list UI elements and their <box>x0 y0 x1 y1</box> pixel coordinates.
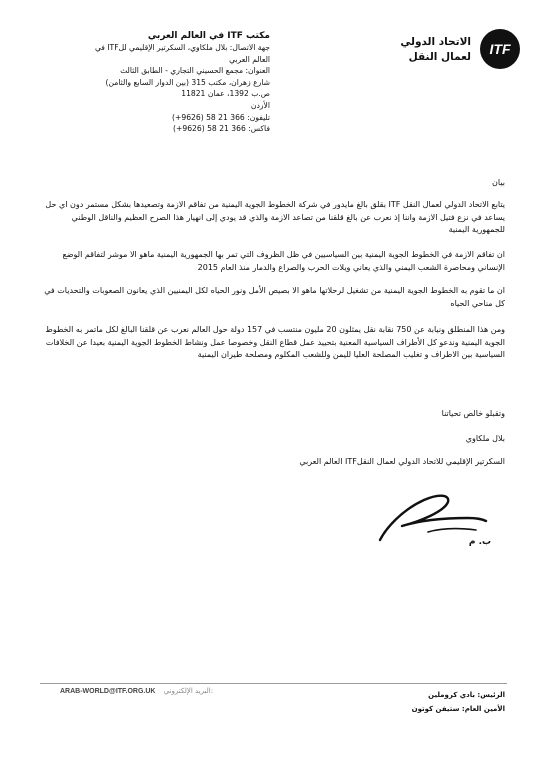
statement-heading: بيان <box>492 178 505 187</box>
contact-line: الأردن <box>250 100 270 110</box>
contact-fax: فاكس: 366 21 58 (9626+) <box>173 124 270 134</box>
signature-initials: ب. م <box>468 537 492 547</box>
footer-president: الرئيس: بادي كروملين <box>428 691 505 699</box>
handwritten-signature <box>372 488 500 548</box>
closing-line: وتقبلو خالص تحياتنا <box>441 409 505 418</box>
contact-line: العنوان: مجمع الحسيني التجاري - الطابق الثالث <box>120 66 270 76</box>
logo-mark: ITF <box>489 41 511 57</box>
itf-logo <box>371 28 521 74</box>
footer-secretary-general: الأمين العام: ستيفن كوتون <box>411 705 505 713</box>
paragraph-2: ان تفاقم الازمة في الخطوط الجوية اليمنية بين السياسيين في ظل الظروف التي تمر بها الجمهورية اليمنية ماهو الا موشر لتفاقم الوضع الإنساني ومحاصرة الشعب اليمني والذي يعاني ويلات الحرب والصراع والدمار منذ العام 2015 <box>62 250 505 272</box>
footer-email[interactable]: ARAB-WORLD@ITF.ORG.UK <box>60 688 156 695</box>
signer-name: بلال ملكاوي <box>465 434 505 443</box>
logo-text-line2: لعمال النقل <box>408 51 471 63</box>
itf-globe-icon <box>479 28 521 70</box>
contact-line: شارع زهران، مكتب 315 (بين الدوار السابع والثامن) <box>105 77 270 87</box>
contact-line: العالم العربي <box>229 54 270 64</box>
contact-block <box>60 30 270 135</box>
footer-divider <box>40 683 507 684</box>
logo-text <box>400 35 471 65</box>
contact-line: ص.ب 1392، عمان 11821 <box>181 89 270 99</box>
paragraph-1: يتابع الاتحاد الدولي لعمال النقل ITF بقلق بالغ مايدور في شركة الخطوط الجوية اليمنية من تفاقم الازمة وتصعيدها بشكل مستمر دون اي حل يساعد في نزع فتيل الازمة واننا إذ نعرب عن بالغ قلقنا من تصاعد الازمة والذي قد يودي إلى انهيار هذا الصرح العظيم والناقل الوطني للجمهورية اليمنية <box>45 200 505 234</box>
office-title: مكتب ITF في العالم العربي <box>147 31 270 41</box>
logo-text-line1: الاتحاد الدولي <box>400 36 471 48</box>
contact-phone: تليفون: 366 21 58 (9626+) <box>172 112 270 122</box>
footer-officers <box>305 688 505 716</box>
contact-line: جهة الاتصال: بلال ملكاوي، السكرتير الإقليمي للITF في <box>94 43 270 52</box>
footer-email-block <box>60 686 213 697</box>
paragraph-4: ومن هذا المنطلق ونيابة عن 750 نقابة نقل يمثلون 20 مليون منتسب في 157 دولة حول العالم نعرب عن قلقنا البالغ لكل ماتمر به الخطوط الجوية اليمنية وندعو كل الأطراف السياسية المعنية بتحييد عمل قطاع النقل وخصوصا عمل ونشاط الخطوط الجوية اليمنية بعيدا عن الخلافات السياسية بين الاطراف و تغليب المصلحة العليا لليمن وللشعب المكلوم ومصلحة طيران اليمنية <box>45 325 505 359</box>
paragraph-3: ان ما تقوم به الخطوط الجوية اليمنية من تشغيل لرحلاتها ماهو الا بصيص الأمل ونور الحياه لكل اليمنيين الذي يعانون الصعوبات والتحديات في كل مناحي الحياه <box>44 286 505 308</box>
signer-title: السكرتير الإقليمي للاتحاد الدولي لعمال النقلITF العالم العربي <box>299 457 505 466</box>
footer-email-label: :البريد الإلكتروني <box>163 687 214 695</box>
